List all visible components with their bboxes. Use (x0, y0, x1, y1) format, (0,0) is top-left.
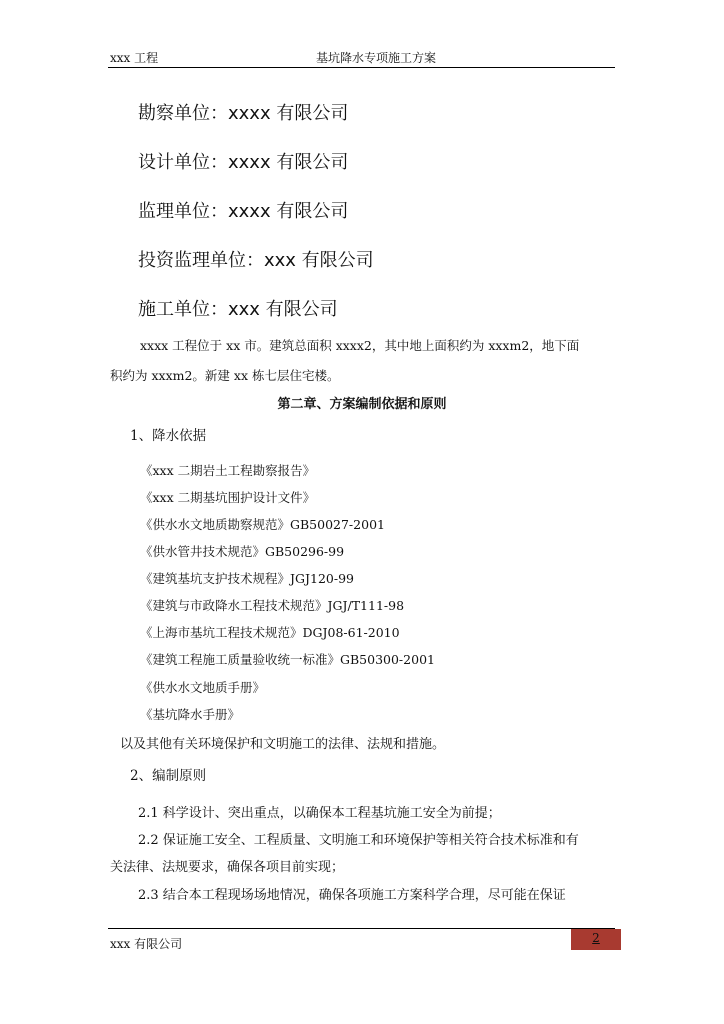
page-number: 2 (592, 931, 600, 945)
unit-supervision: 监理单位：xxxx 有限公司 (138, 201, 349, 222)
unit-construction: 施工单位：xxx 有限公司 (138, 299, 338, 320)
section-1-title: 1、降水依据 (130, 428, 207, 444)
reference-item: 《供水水文地质勘察规范》GB50027-2001 (140, 517, 385, 532)
reference-item: 《供水管井技术规范》GB50296-99 (140, 544, 345, 559)
other-regulations: 以及其他有关环境保护和文明施工的法律、法规和措施。 (120, 737, 446, 752)
reference-item: 《建筑工程施工质量验收统一标准》GB50300-2001 (140, 652, 435, 667)
section-2-title: 2、编制原则 (130, 768, 207, 784)
unit-survey: 勘察单位：xxxx 有限公司 (138, 103, 349, 124)
unit-investment-supervision: 投资监理单位：xxx 有限公司 (138, 250, 374, 271)
reference-item: 《建筑基坑支护技术规程》JGJ120-99 (140, 571, 354, 586)
reference-item: 《供水水文地质手册》 (140, 680, 266, 695)
unit-design: 设计单位：xxxx 有限公司 (138, 152, 349, 173)
chapter-title: 第二章、方案编制依据和原则 (277, 397, 447, 412)
page-number-box (571, 929, 621, 950)
principle-2-2-line-1: 2.2 保证施工安全、工程质量、文明施工和环境保护等相关符合技术标准和有 (138, 833, 579, 848)
header-title: 基坑降水专项施工方案 (316, 51, 437, 65)
footer-divider (108, 928, 615, 929)
header-project: xxx 工程 (110, 51, 159, 65)
principle-2-1: 2.1 科学设计、突出重点，以确保本工程基坑施工安全为前提； (138, 806, 501, 821)
reference-item: 《xxx 二期岩土工程勘察报告》 (140, 463, 316, 478)
reference-item: 《上海市基坑工程技术规范》DGJ08-61-2010 (140, 625, 400, 640)
principle-2-2-line-2: 关法律、法规要求，确保各项目前实现； (110, 860, 345, 875)
intro-line-1: xxxx 工程位于 xx 市。建筑总面积 xxxx2，其中地上面积约为 xxxm2，地下面 (140, 338, 580, 353)
intro-line-2: 积约为 xxxm2。新建 xx 栋七层住宅楼。 (110, 368, 340, 383)
reference-item: 《xxx 二期基坑围护设计文件》 (140, 490, 316, 505)
header-divider (108, 67, 615, 68)
reference-item: 《基坑降水手册》 (140, 707, 241, 722)
footer-company: xxx 有限公司 (110, 937, 183, 951)
principle-2-3: 2.3 结合本工程现场场地情况，确保各项施工方案科学合理，尽可能在保证 (138, 888, 566, 903)
reference-item: 《建筑与市政降水工程技术规范》JGJ/T111-98 (140, 598, 405, 613)
